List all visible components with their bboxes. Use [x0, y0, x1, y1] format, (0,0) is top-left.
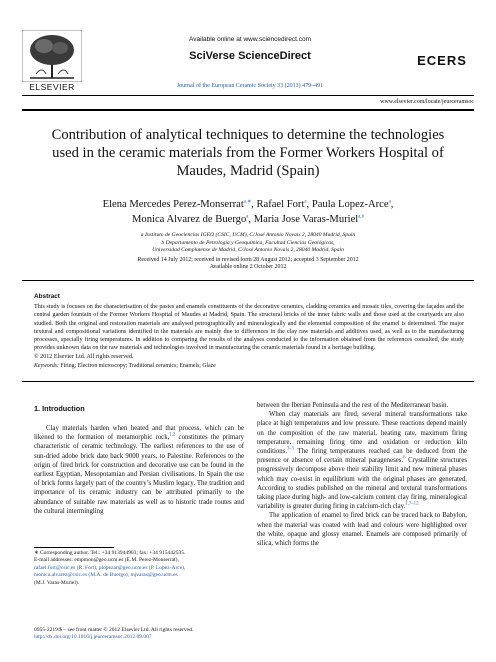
abstract-text: This study is focuses on the characterisation of the pastes and enamels constituents of the decorative ceramics, cladding ceramics and mosaic tiles, covering the façades and the central garden fountain of the Former Workers Hospital of Maudes at Madrid, Spain. The structural bricks of the inner fabric walls and those used at the courtyards are also studied. Both the original and restoration materials are analysed petrographically and mineralogically and the elemental composition of the enamel is determined. The major textural and compositional variations identified in the materials are mainly due to differences in the clay raw materials and additives used, as well as to the manufacturing processes, specially firing temperatures. In addition to comparing the results of the analyses conducted to the information obtained from the references consulted, the study provides unknown data on the raw materials and technologies involved in manufacturing the ceramic materials found in a heritage building.: [34, 304, 464, 352]
left-column: [34, 424, 244, 516]
affiliation-b: b Departamento de Petrología y Geoquímica, Facultad Ciencias Geológicas,: [161, 239, 335, 246]
intro-paragraph-2: When clay materials are fired, several mineral transformations take place at high temperatures and low pressure. These reactions depend mainly on the composition of the raw material, heating rate, maximum firing temperature, remaining firing time and oxidation or reduction kiln conditions.$^{3-5}$ The firing temperatures reached can be deduced from the presence or absence of certain mineral parageneses.$^6$ Crystalline structures progressively decompose above their stability limit and new mineral phases which may co-exist in equilibrium with the original phases are generated. According to studies published on the mineral and textural transformations taking place during high- and low-calcium content clay firing, mineralogical variability is greater during firing in calcium-rich clay.$^{1,7-12}$: [257, 411, 467, 511]
abstract-divider-bottom: [22, 381, 474, 382]
affiliation-b-line-2: Universidad Complutense de Madrid, C/José Antonio Novais 2, 28040 Madrid, Spain: [152, 247, 344, 254]
received-dates: Received 14 July 2012; received in revised form 28 August 2012; accepted 3 September 2012: [137, 257, 359, 263]
email-line-2[interactable]: rafael.fort@csic.es (R. Fort), plopezar@geo.ucm.es (P. Lopez-Arce),: [34, 564, 186, 571]
intro-paragraph-1: Clay materials harden when heated and that process, which can be likened to the formation of metamorphic rock,$^{1,2}$ constitutes the primary characteristic of ceramic technology. The earliest references to the use of sun-dried adobe brick date back 9000 years, to Palestine. References to the origin of fired brick for construction and decorative use can be found in the earliest Egyptian, Mesopotamian and Persian civilisations. In Spain the use of brick forms largely part of the country’s Muslim legacy. The tradition and importance of its ceramic industry can be attributed primarily to the abundance of suitable raw materials as well as to historic trade routes and the cultural intermingling: [34, 425, 244, 515]
affiliation-a: a Instituto de Geociencias IGEO (CSIC, UCM), C/José Antonio Novais 2, 28040 Madrid, Spain: [140, 232, 356, 238]
sciencedirect-brand[interactable]: SciVerse ScienceDirect: [189, 50, 311, 62]
online-date: Available online 2 October 2012: [209, 264, 287, 271]
keywords-list: Firing; Electron microscopy; Traditional ceramics; Enamels; Glaze: [58, 363, 216, 369]
elsevier-tree-logo: [22, 30, 82, 82]
publication-info: [34, 627, 254, 642]
publisher-name: ELSEVIER: [29, 82, 75, 92]
journal-reference[interactable]: Journal of the European Ceramic Society 33 (2013) 479–491: [176, 83, 324, 89]
corresponding-author: ∗ Corresponding author. Tel.: +34 913944903; fax: +34 915442535.: [34, 550, 186, 556]
right-column: [257, 401, 467, 548]
abstract-copyright: © 2012 Elsevier Ltd. All rights reserved.: [34, 353, 134, 360]
email-line-3[interactable]: monica.alvarez@csic.es (M.A. de Buergo), mjvaras@geo.ucm.es: [34, 572, 178, 579]
keywords: [34, 363, 464, 369]
article-title: Contribution of analytical techniques to determine the technologies used in the ceramic materials from the Former Workers Hospital of Maudes, Madrid (Spain): [51, 127, 445, 179]
author-list: [70, 197, 426, 227]
authors-line-2: Monica Alvarez de Buergo$^a$, Maria Jose Varas-Muriel$^{a,b}$: [132, 214, 364, 225]
footnote-divider: [34, 547, 114, 548]
article-history: [70, 257, 426, 272]
intro-paragraph-1-cont: between the Iberian Peninsula and the rest of the Mediterranean basin.: [257, 402, 449, 409]
journal-logo: ECERS: [417, 53, 467, 68]
email-line-1: E-mail addresses: empmon@geo.ucm.es (E.M. Perez-Monserrat),: [34, 557, 179, 564]
abstract-heading: Abstract: [34, 293, 60, 300]
intro-paragraph-3: The application of enamel to fired brick can be traced back to Babylon, when the material was coated with lead and colours were highlighted over the white, opaque and glossy enamel. Enamels are composed primarily of silica, which forms the: [257, 512, 467, 548]
footnote: [34, 550, 244, 587]
keywords-label: Keywords:: [34, 363, 59, 369]
authors-line-1: Elena Mercedes Perez-Monserrat$^{a,∗}$, Rafael Fort$^a$, Paula Lopez-Arce$^a$,: [102, 199, 394, 210]
section-heading-introduction: 1. Introduction: [34, 404, 85, 413]
doi-link[interactable]: http://dx.doi.org/10.1016/j.jeurceramsoc.2012.09.007: [34, 634, 152, 641]
available-online[interactable]: Available online at www.sciencedirect.com: [189, 36, 311, 43]
email-line-4: (M.J. Varas-Muriel).: [34, 579, 80, 586]
abstract-divider-top: [22, 280, 474, 281]
header-divider: [22, 95, 474, 96]
affiliations: [70, 232, 426, 255]
journal-url[interactable]: www.elsevier.com/locate/jeurceramsoc: [380, 99, 474, 105]
header-divider-thick: [22, 109, 474, 111]
abstract-body: [34, 303, 464, 361]
issn-line: 0955-2219/$ – see front matter © 2012 Elsevier Ltd. All rights reserved.: [34, 627, 194, 633]
